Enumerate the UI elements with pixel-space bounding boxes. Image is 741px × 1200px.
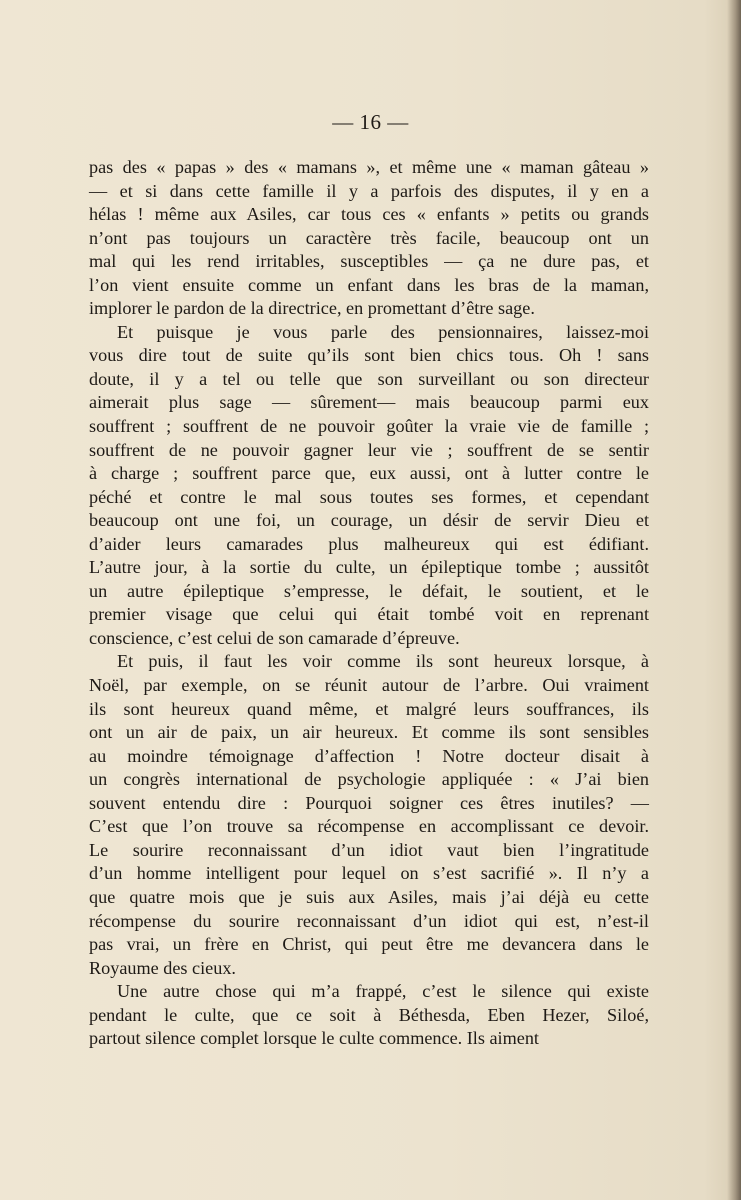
text-line: Noël, par exemple, on se réunit autour de l’arbre. Oui vraiment [89, 675, 649, 696]
text-line: Une autre chose qui m’a frappé, c’est le silence qui existe [117, 981, 649, 1002]
text-line: pas des « papas » des « mamans », et même une « maman gâteau » [89, 157, 649, 177]
text-line: n’ont pas toujours un caractère très facile, beaucoup ont un [89, 227, 649, 248]
text-line: ont un air de paix, un air heureux. Et comme ils sont sensibles [89, 722, 649, 743]
text-line: souvent entendu dire : Pourquoi soigner ces êtres inutiles? — [89, 792, 649, 813]
paragraph [89, 321, 649, 651]
text-line: conscience, c’est celui de son camarade d’épreuve. [89, 627, 460, 648]
text-line: vous dire tout de suite qu’ils sont bien chics tous. Oh ! sans [89, 345, 649, 366]
text-line: Le sourire reconnaissant d’un idiot vaut bien l’ingratitude [89, 839, 649, 860]
text-line: d’un homme intelligent pour lequel on s’est sacrifié ». Il n’y a [89, 863, 649, 884]
text-line: implorer le pardon de la directrice, en promettant d’être sage. [89, 298, 535, 319]
text-line: Et puis, il faut les voir comme ils sont heureux lorsque, à [117, 651, 649, 672]
text-line: péché et contre le mal sous toutes ses formes, et cependant [89, 486, 649, 507]
text-line: premier visage que celui qui était tombé voit en reprenant [89, 604, 649, 625]
text-line: un congrès international de psychologie appliquée : « J’ai bien [89, 769, 649, 790]
text-line: souffrent ; souffrent de ne pouvoir goûter la vraie vie de famille ; [89, 416, 649, 437]
text-line: ils sont heureux quand même, et malgré leurs souffrances, ils [89, 698, 649, 719]
text-line: Et puisque je vous parle des pensionnaires, laissez-moi [117, 321, 649, 342]
text-line: souffrent de ne pouvoir gagner leur vie ; souffrent de se sentir [89, 439, 649, 460]
text-line: que quatre mois que je suis aux Asiles, mais j’ai déjà eu cette [89, 886, 649, 907]
paragraph [89, 156, 649, 321]
text-line: partout silence complet lorsque le culte commence. Ils aiment [89, 1028, 539, 1049]
text-line: beaucoup ont une foi, un courage, un désir de servir Dieu et [89, 510, 649, 531]
text-line: C’est que l’on trouve sa récompense en accomplissant ce devoir. [89, 816, 649, 837]
text-line: Royaume des cieux. [89, 957, 236, 978]
text-line: l’on vient ensuite comme un enfant dans les bras de la maman, [89, 274, 649, 295]
text-line: d’aider leurs camarades plus malheureux qui est édifiant. [89, 533, 649, 554]
text-line: — et si dans cette famille il y a parfois des disputes, il y en a [89, 180, 649, 201]
paragraph [89, 650, 649, 980]
text-line: L’autre jour, à la sortie du culte, un épileptique tombe ; aussitôt [89, 557, 649, 578]
page-number: — 16 — [332, 110, 409, 134]
paragraph [89, 980, 649, 1051]
text-line: pendant le culte, que ce soit à Béthesda, Eben Hezer, Siloé, [89, 1004, 649, 1025]
body-text [89, 156, 649, 1051]
text-line: récompense du sourire reconnaissant d’un idiot qui est, n’est-il [89, 910, 649, 931]
text-line: un autre épileptique s’empresse, le défait, le soutient, et le [89, 580, 649, 601]
text-line: doute, il y a tel ou telle que son surveillant ou son directeur [89, 368, 649, 389]
text-line: hélas ! même aux Asiles, car tous ces « enfants » petits ou grands [89, 204, 649, 225]
text-line: à charge ; souffrent parce que, eux aussi, ont à lutter contre le [89, 463, 649, 484]
text-line: pas vrai, un frère en Christ, qui peut être me devancera dans le [89, 934, 649, 955]
page-edge-shadow [727, 0, 741, 1200]
text-line: aimerait plus sage — sûrement— mais beaucoup parmi eux [89, 392, 649, 413]
text-line: mal qui les rend irritables, susceptibles — ça ne dure pas, et [89, 251, 649, 272]
text-line: au moindre témoignage d’affection ! Notre docteur disait à [89, 745, 649, 766]
